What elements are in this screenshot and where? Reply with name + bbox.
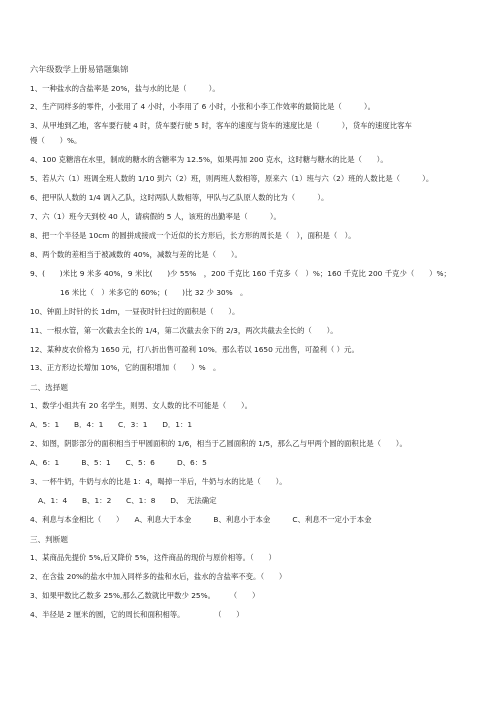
- fill-question-8a: 8、把一个半径是 10cm 的圆拼成接成一个近似的长方形后，长方形的周长是（ ），面积是（ ）。: [30, 231, 356, 240]
- choice-question-3: 3、一杯牛奶，牛奶与水的比是 1：4，喝掉一半后，牛奶与水的比是（ ）。: [30, 477, 287, 486]
- document-title: 六年级数学上册易错题集锦: [30, 64, 129, 74]
- judge-question-2: 2、在含盐 20%的盐水中加入同样多的盐和水后，盐水的含盐率不变。（ ）: [30, 572, 287, 581]
- fill-question-10: 10、钟面上时针的长 1dm，一昼夜时针扫过的面积是（ ）。: [30, 307, 240, 316]
- section-heading-judge: 三、判断题: [30, 535, 68, 544]
- fill-question-9: 9、( )米比 9 米多 40%，9 米比( )少 55% ，200 千克比 160 千克多（ ）%；160 千克比 200 千克少（ ）%；: [30, 269, 451, 278]
- fill-question-9-cont: 16 米比（ ）米多它的 60%；( )比 32 少 30% 。: [60, 288, 248, 297]
- choice-options-3: A、1：4 B、1：2 C、1：8 D、 无法确定: [38, 496, 217, 505]
- choice-question-1: 1、数学小组共有 20 名学生，则男、女人数的比不可能是（ ）。: [30, 401, 253, 410]
- judge-question-3: 3、如果甲数比乙数多 25%,那么乙数就比甲数少 25%。 （ ）: [30, 591, 260, 600]
- choice-question-2: 2、如图，阴影部分的面积相当于甲圆面积的 1/6，相当于乙圆面积的 1/5，那么乙与甲两个圆的面积比是（ ）。: [30, 439, 407, 448]
- fill-question-6: 6、把甲队人数的 1/4 调入乙队，这时两队人数相等，甲队与乙队原人数的比为（ ）。: [30, 193, 329, 202]
- fill-question-3: 3、从甲地到乙地，客车要行驶 4 时，货车要行驶 5 时，客车的速度与货车的速度比是（ ），货车的速度比客车: [30, 121, 412, 130]
- fill-question-13: 13、正方形边长增加 10%，它的面积增加（ ）% 。: [30, 363, 221, 372]
- fill-question-5: 5、若从六（1）班调全班人数的 1/10 到六（2）班，则两班人数相等，原来六（1）班与六（2）班的人数比是（ ）。: [30, 174, 434, 183]
- judge-question-1: 1、某商品先提价 5%,后又降价 5%，这件商品的现价与原价相等。（ ）: [30, 553, 276, 562]
- fill-question-8b: 8、两个数的差相当于被减数的 40%，减数与差的比是（ ）。: [30, 250, 242, 259]
- fill-question-2: 2、生产同样多的零件，小张用了 4 小时，小李用了 6 小时，小张和小李工作效率的最简比是（ ）。: [30, 102, 375, 111]
- fill-question-12: 12、某种皮衣价格为 1650 元，打八折出售可盈利 10%．那么若以 1650 元出售，可盈利（ ）元。: [30, 345, 359, 354]
- judge-question-4: 4、半径是 2 厘米的圆，它的周长和面积相等。 （ ）: [30, 610, 244, 619]
- choice-question-4: 4、利息与本金相比（ ） A、利息大于本金 B、利息小于本金 C、利息不一定小于本金: [30, 515, 372, 524]
- section-heading-choice: 二、选择题: [30, 383, 68, 392]
- fill-question-4: 4、100 克糖溶在水里，制成的糖水的含糖率为 12.5%，如果再加 200 克水，这时糖与糖水的比是（ ）。: [30, 155, 388, 164]
- fill-question-11: 11、一根水管，第一次截去全长的 1/4，第二次截去余下的 2/3，两次共截去全长的（ ）。: [30, 326, 338, 335]
- choice-options-1: A．5：1 B．4：1 C．3：1 D．1：1: [30, 420, 193, 429]
- choice-options-2: A、6：1 B、5：1 C、5：6 D、6：5: [30, 458, 207, 467]
- fill-question-7: 7、六（1）班今天到校 40 人，请病假的 5 人，该班的出勤率是（ ）。: [30, 212, 281, 221]
- fill-question-3-cont: 慢（ ）%。: [30, 136, 82, 145]
- fill-question-1: 1、一种盐水的含盐率是 20%，盐与水的比是（ ）。: [30, 84, 220, 93]
